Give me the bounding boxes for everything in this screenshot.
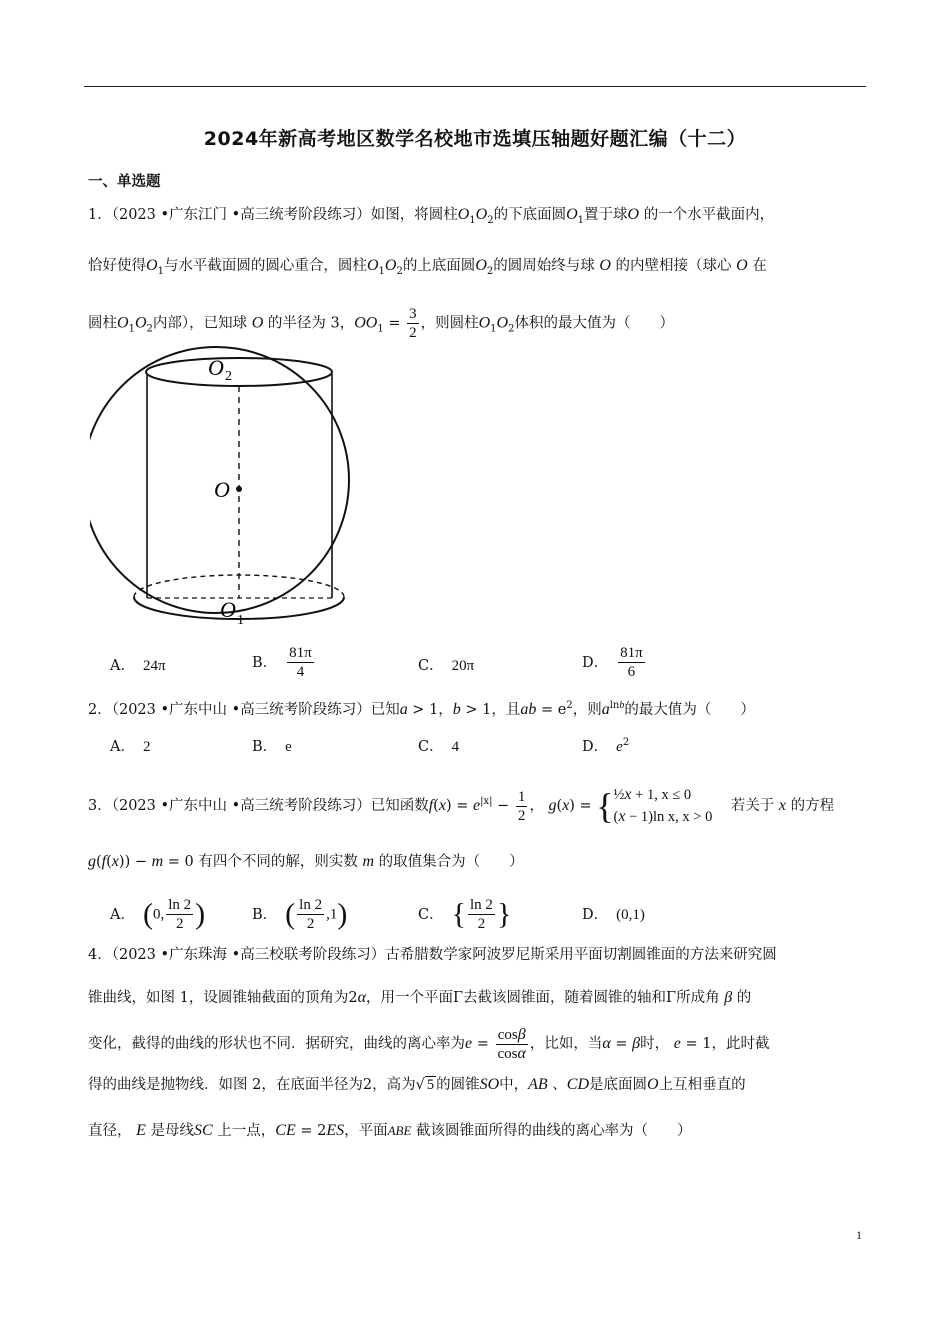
cylinder-in-sphere-figure [90,342,360,642]
q2-option-a: A． 2 [110,739,151,755]
q3-option-a: A． (0, $\frac{\ln 2}{2}$ ) [110,897,206,932]
header-rule [84,86,866,87]
q1-option-d: D． $\frac{81\pi}{6}$ [582,645,643,680]
q4-line-1: 4．（2023 •广东珠海 •高三校联考阶段练习）古希腊数学家阿波罗尼斯采用平面切割圆锥面的方法来研究圆 [88,947,777,963]
q3-option-b: B． ( $\frac{\ln 2}{2}$ ,1) [252,897,348,932]
q1-option-b: B． $\frac{81\pi}{4}$ [252,645,312,680]
label-bottom-sub: 1 [237,613,244,628]
q4-line-3: 变化，截得的曲线的形状也不同．据研究，曲线的离心率为e = $\frac{\cos\beta}{\cos\alpha}$ ，比如，当α = β时， e = 1，此时截 [88,1025,770,1062]
section-heading: 一、单选题 [88,174,161,190]
cylinder-top-ellipse [146,358,332,386]
q2-option-c: C． 4 [418,739,460,755]
label-bottom-O: O [220,597,236,622]
q1-line-3: 圆柱$O_1O_2$内部），已知球 O 的半径为 3，$OO_1$ = $\frac{3}{2}$ ，则圆柱$O_1O_2$体积的最大值为（ ） [88,306,674,341]
q3-line-2: g(f(x)) − m = 0 有四个不同的解，则实数 m 的取值集合为（ ） [88,853,524,870]
q4-line-5: 直径， E 是母线SC 上一点，CE = 2ES，平面ABE 截该圆锥面所得的曲线的离心率为（ ） [88,1122,692,1139]
q2-stem: 2．（2023 •广东中山 •高三统考阶段练习）已知a > 1，b > 1，且ab = $e^2$，则$a^{lnb}$的最大值为（ ） [88,700,755,718]
q3-line-1: 3．（2023 •广东中山 •高三统考阶段练习）已知函数$f(x) = e^{|x|}$ − $\frac{1}{2}$ ， g(x) = { ½x + 1, x ≤ 0 (x − 1)ln x, x > 0 若关于 x 的方程 [88,786,835,826]
q2-option-b: B． e [252,739,292,755]
sphere-center-dot [236,486,242,492]
page-number: 1 [856,1228,862,1242]
q4-line-2: 锥曲线，如图 1，设圆锥轴截面的顶角为2α，用一个平面Γ去截该圆锥面，随着圆锥的轴和Γ所成角 β 的 [88,989,752,1006]
q2-option-d: D． $e^2$ [582,737,630,755]
q1-option-c: C． 20π [418,658,475,674]
label-top-O: O [208,355,224,380]
q1-option-a: A． 24π [110,658,166,674]
q1-line-1: 1．（2023 •广东江门 •高三统考阶段练习）如图，将圆柱$O_1O_2$的下底面圆$O_1$置于球O 的一个水平截面内， [88,206,775,226]
label-top-sub: 2 [225,369,232,384]
label-center-O: O [214,477,230,502]
page-title: 2024年新高考地区数学名校地市选填压轴题好题汇编（十二） [203,128,747,150]
q4-line-4: 得的曲线是抛物线．如图 2，在底面半径为2，高为√ 5 的圆锥SO中，AB 、CD是底面圆O上互相垂直的 [88,1076,746,1093]
q1-line-2: 恰好使得$O_1$与水平截面圆的圆心重合，圆柱$O_1O_2$的上底面圆$O_2$的圆周始终与球 O 的内壁相接（球心 O 在 [88,257,767,277]
q3-option-d: D． (0,1) [582,907,645,923]
q3-option-c: C． { $\frac{\ln 2}{2}$ } [418,897,512,932]
q1-fraction: $\frac{3}{2}$ [409,306,417,341]
